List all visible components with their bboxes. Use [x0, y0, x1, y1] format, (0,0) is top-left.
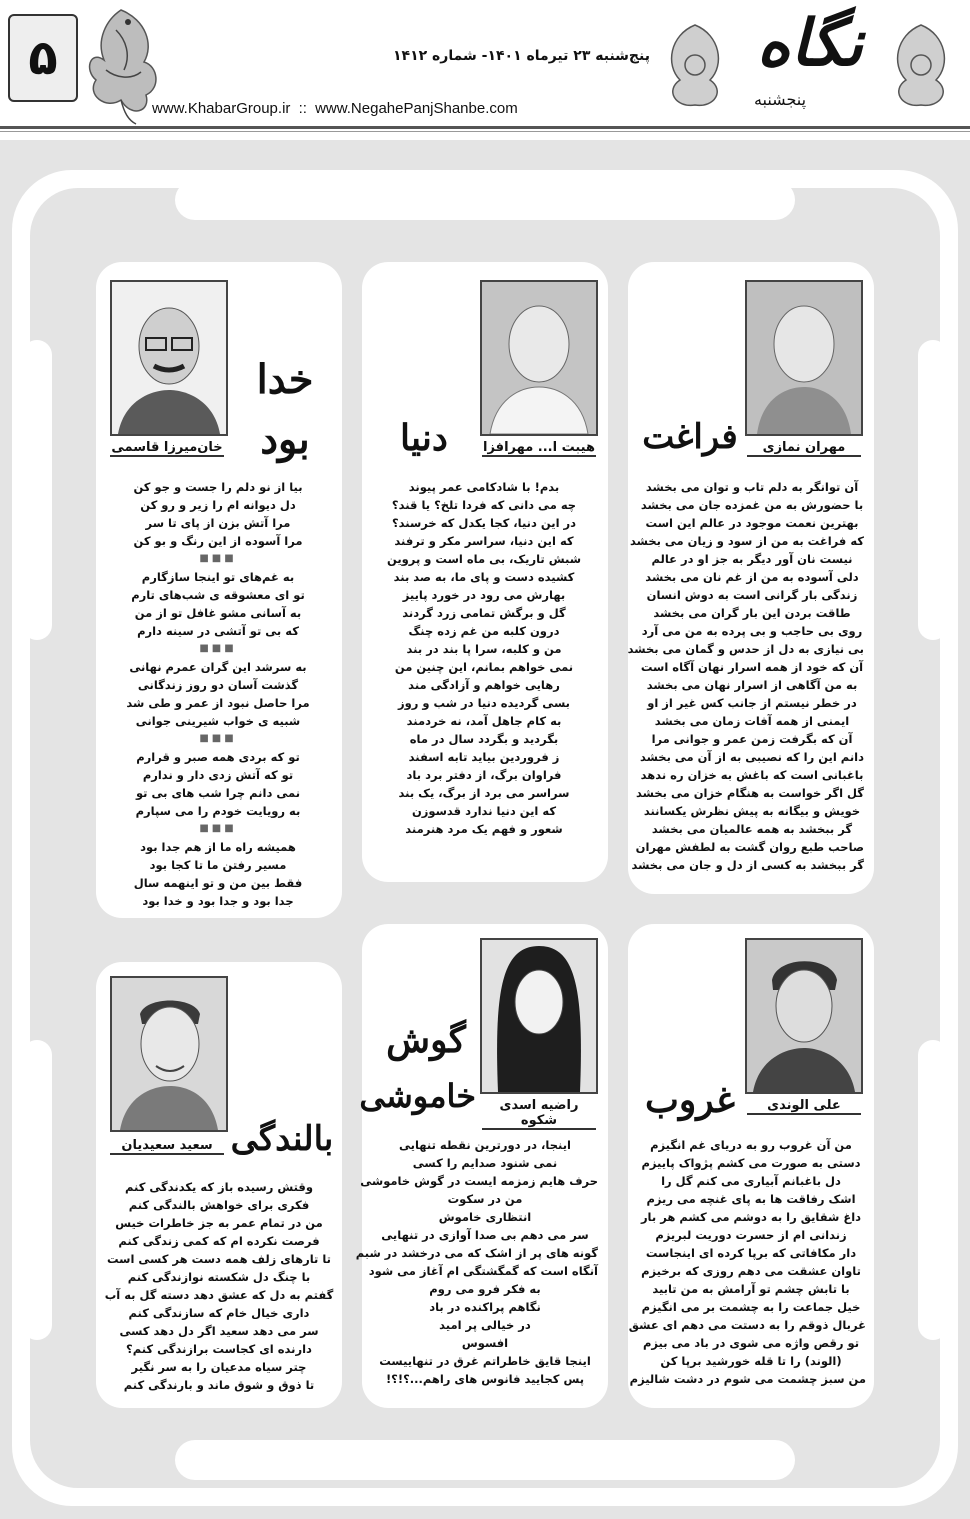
portrait-icon	[747, 940, 861, 1092]
poem-text-balandagi	[104, 1178, 334, 1394]
poem-line: نیست نان آور دیگر به جز او در عالم	[651, 552, 853, 566]
poem-title-balandagi: بالندگی	[230, 1119, 334, 1159]
poem-line: درون کلبه من غم زده چنگ	[408, 624, 560, 638]
poem-line: حرف هایم زمزمه ایست در گوش خاموشی	[360, 1174, 598, 1188]
poem-line: که بی تو آتشی در سینه دارم	[137, 624, 299, 638]
poem-line: تا تارهای زلف همه دست هر کسی است	[106, 1252, 331, 1266]
poem-line: سراسر می برد از برگ، یک بند	[398, 786, 570, 800]
ornament-right-icon	[886, 20, 956, 110]
poem-line: در خیالی پر امید	[439, 1318, 531, 1332]
poem-title-goosh-line1: گوش	[386, 1019, 466, 1061]
poem-line: نمی خواهم بمانم، این چنین من	[394, 660, 574, 674]
issue-dateline: پنج‌شنبه ۲۳ تیرماه ۱۴۰۱- شماره ۱۴۱۲	[392, 48, 650, 64]
poem-line: شعور و فهم یک مرد هنرمند	[405, 822, 563, 836]
author-name-mehran-namazi: مهران نمازی	[747, 440, 861, 457]
poem-title-donya: دنیا	[400, 417, 448, 459]
khabar-url[interactable]: www.KhabarGroup.ir	[152, 100, 291, 117]
poem-line: تو که آتش زدی دار و ندارم	[142, 768, 294, 782]
poem-line: ایمنی از همه آفات زمان می بخشد	[654, 714, 850, 728]
poem-line: انتظاری خاموش	[438, 1210, 532, 1224]
url-separator: ::	[298, 100, 307, 117]
poem-line: همیشه راه ما از هم جدا بود	[140, 840, 296, 854]
poem-line: گل اگر خواست به هنگام خزان می بخشد	[636, 786, 864, 800]
poem-line: بیا از نو دلم را جست و جو کن	[133, 480, 303, 494]
author-photo-ali-alvandi	[745, 938, 863, 1094]
poem-line: تا ذوق و شوق ماند و بارندگی کنم	[123, 1378, 315, 1392]
poem-title-khoda-line1: خدا	[256, 356, 314, 403]
poem-line: به من آگاهی از اسرار نهان می بخشد	[646, 678, 858, 692]
poem-line: مسیر رفتن ما تا کجا بود	[149, 858, 287, 872]
logo-subtitle: پنجشنبه	[753, 90, 807, 109]
poem-line: پس کجایید فانوس های راهم...؟!؟!	[385, 1372, 585, 1386]
poem-line: من در تمام عمر به جز خاطرات خیس	[115, 1216, 323, 1230]
poem-line: مرا آسوده از این رنگ و بو کن	[133, 534, 303, 548]
poem-text-donya	[372, 478, 596, 838]
poem-line: که فراغت به من از سود و زیان می بخشد	[629, 534, 864, 548]
stanza-separator: ■■■	[199, 823, 237, 834]
poem-line: که این دنیا ندارد قد‌سوزن	[411, 804, 557, 818]
page-header	[0, 0, 970, 140]
author-name-raziyeh-asadi: راضیه اسدی شکوه	[482, 1098, 596, 1130]
poem-line: اشک رفاقت ها به پای غنچه می ریزم	[646, 1192, 856, 1206]
poem-line: وقتش رسیده باز که یکدندگی کنم	[125, 1180, 313, 1194]
poem-line: بسی گردیده دنیا در شب و روز	[398, 696, 570, 710]
poem-line: شبیه ی خواب شیرینی جوانی	[135, 714, 301, 728]
logo-title: نگاه	[756, 6, 864, 81]
poem-line: به فکر فرو می روم	[429, 1282, 541, 1296]
poem-line: شبش تاریک، بی ماه است و پروین	[386, 552, 582, 566]
poem-line: تاوان عشقت می دهم روزی که برخیزم	[641, 1264, 861, 1278]
poem-line: من سبز چشمت می شوم در دشت شالیزم	[629, 1372, 866, 1386]
poem-line: من و کلبه، سرا پا بند در بند	[406, 642, 562, 656]
poem-line: نمی شنود صدایم را کسی	[412, 1156, 558, 1170]
author-name-khanmirza-ghasemi: خان‌میرزا قاسمی	[111, 440, 223, 455]
poem-text-khoda-bood	[106, 478, 330, 910]
poem-line: گونه های پر از اشک که می درخشد در شبم	[355, 1246, 598, 1260]
poem-line: به آسانی مشو غافل تو از من	[134, 606, 302, 620]
poem-line: غربال ذوقم را به دستت می دهم ای عشق	[628, 1318, 866, 1332]
poem-line: چتر سیاه مدعیان را به سر نگیر	[131, 1360, 307, 1374]
poem-line: تو رقص واژه می شوی در باد می بیزم	[642, 1336, 860, 1350]
header-rule-thin	[0, 131, 970, 132]
poem-line: اینجا، در دورترین نقطه تنهایی	[399, 1138, 571, 1152]
poem-line: به کام جاهل آمد، نه خردمند	[406, 714, 562, 728]
poem-line: صاحب طبع روان گشت به لطفش مهران	[635, 840, 864, 854]
poem-line: فکری برای خواهش بالندگی کنم	[128, 1198, 310, 1212]
poem-line: با چنگ دل شکسته نوازندگی کنم	[127, 1270, 311, 1284]
poem-line: گل و برگش تمامی زرد گردند	[402, 606, 566, 620]
poem-line: خیل جماعت را به چشمت بر می انگیزم	[641, 1300, 861, 1314]
poem-line: بهارش می رود در خورد پاییز	[402, 588, 566, 602]
poem-line: آن که خود از همه اسرار نهان آگاه است	[640, 660, 864, 674]
stanza-separator: ■■■	[199, 643, 237, 654]
author-photo-khanmirza-ghasemi	[110, 280, 228, 436]
poem-line: من آن غروب رو به دریای غم انگیزم	[650, 1138, 852, 1152]
page-number-box	[8, 14, 78, 102]
poem-line: جدا بود و جدا بود و خدا بود	[142, 894, 294, 908]
author-name-saeed-saeedian: سعید سعیدیان	[110, 1138, 224, 1155]
poem-line: طاقت بردن این بار گران می بخشد	[653, 606, 851, 620]
poem-line: آن که بگرفت زمن عمر و جوانی مرا	[651, 732, 853, 746]
author-photo-saeed-saeedian	[110, 976, 228, 1132]
poem-line: گر ببخشد به کسی از دل و جان می بخشد	[631, 858, 864, 872]
poem-line: به رویایت خودم را می سپارم	[135, 804, 301, 818]
poem-title-ghoroob: غروب	[645, 1079, 735, 1121]
stanza-separator: ■■■	[199, 553, 237, 564]
author-photo-heybatollah-mehrafza	[480, 280, 598, 436]
poem-line: تو ای معشوقه ی شب‌های تارم	[131, 588, 305, 602]
poem-line: دار مکافاتی که برپا کرده ای اینجاست	[645, 1246, 857, 1260]
portrait-icon	[482, 282, 596, 434]
poem-line: بدم! با شادکامی عمر پیوند	[408, 480, 560, 494]
poem-line: آنگاه است که گمگشتگی ام آغاز می شود	[368, 1264, 598, 1278]
poem-line: زندانی ام از حسرت دوریت لبریزم	[655, 1228, 847, 1242]
poem-line: داری خیال خام که سازندگی کنم	[128, 1306, 310, 1320]
poem-line: دارنده ای کجاست برازندگی کنم؟	[126, 1342, 312, 1356]
header-rule	[0, 126, 970, 129]
poem-line: تو که بردی همه صبر و قرارم	[136, 750, 300, 764]
poem-line: سر می دهم بی صدا آوازی در تنهایی	[381, 1228, 589, 1242]
poem-line: باغبانی است که باغش به خزان ره ندهد	[640, 768, 864, 782]
poem-line: دل دیوانه ام را زیر و رو کن	[140, 498, 296, 512]
poem-line: نمی دانم چرا شب های بی تو	[135, 786, 301, 800]
poem-line: (الوند) را تا قله خورشید برپا کن	[660, 1354, 842, 1368]
poem-line: چه می دانی که فردا تلخ؟ یا قند؟	[391, 498, 577, 512]
poem-line: به سرشد این گران عمرم نهانی	[129, 660, 307, 674]
poem-line: گر ببخشد به همه عالمیان می بخشد	[651, 822, 853, 836]
poem-title-khoda-line2: بود	[260, 416, 310, 463]
poem-line: بی نیازی به دل از حدس و گمان می بخشد	[627, 642, 864, 656]
poem-line: فراوان برگ، از دفتر برد باد	[406, 768, 562, 782]
masthead-logo	[660, 6, 960, 122]
portrait-icon	[112, 978, 226, 1130]
poem-line: نگاهم پراکنده در باد	[429, 1300, 541, 1314]
poem-line: بهترین نعمت موجود در عالم این است	[645, 516, 859, 530]
poem-title-faraghat: فراغت	[642, 417, 738, 457]
poem-line: با تابش چشم تو آرامش به من تابید	[652, 1282, 850, 1296]
poem-line: گذشت آسان دو روز زندگانی	[137, 678, 299, 692]
poem-line: گفتم به دل که عشق دهد دسته گل به آب	[104, 1288, 334, 1302]
poem-line: کشیده دست و پای ما، به صد بند	[393, 570, 575, 584]
author-photo-raziyeh-asadi	[480, 938, 598, 1094]
poem-line: مرا آتش بزن از پای تا سر	[145, 516, 291, 530]
poem-text-faraghat	[627, 478, 864, 874]
poem-line: که این دنیا، سراسر مکر و ترفند	[394, 534, 574, 548]
poem-line: دل باغبانم آبیاری می کنم گل را	[661, 1174, 841, 1188]
poem-line: فرصت نکرده ام که کمی زندگی کنم	[118, 1234, 320, 1248]
poem-line: سر می دهد سعید اگر دل دهد کسی	[119, 1324, 319, 1338]
portrait-icon	[747, 282, 861, 434]
poem-line: روی بی حاجب و بی پرده به من می آرد	[641, 624, 863, 638]
author-name-ali-alvandi: علی الوندی	[747, 1098, 861, 1115]
poem-line: مرا حاصل نبود از عمر و طی شد	[126, 696, 310, 710]
poem-line: دانم این را که نصیبی به از آن می بخشد	[639, 750, 864, 764]
poem-line: به غم‌های تو اینجا سازگارم	[141, 570, 295, 584]
poem-line: دلی آسوده به من از غم نان می بخشد	[645, 570, 859, 584]
poem-line: فقط بین من و تو اینهمه سال	[133, 876, 303, 890]
poem-line: خویش و بیگانه به پیش نظرش یکسانند	[643, 804, 861, 818]
author-name-heybatollah-mehrafza: هیبت ا... مهرافزا	[483, 440, 595, 455]
poem-title-goosh-line2: خاموشی	[359, 1077, 476, 1115]
poem-line: دستی به صورت می کشم پژواک پاییزم	[641, 1156, 861, 1170]
author-photo-mehran-namazi	[745, 280, 863, 436]
page-number: ۵	[28, 30, 58, 86]
poem-line: افسوس	[461, 1336, 509, 1350]
poem-line: ز فروردین بیاید تابه اسفند	[408, 750, 560, 764]
poem-line: زندگی بار گرانی است به دوش انسان	[646, 588, 858, 602]
portrait-icon	[482, 940, 596, 1092]
poem-line: بگردید و بگردد سال در ماه	[409, 732, 559, 746]
poem-text-ghoroob	[628, 1136, 866, 1388]
poem-line: آن توانگر به دلم تاب و توان می بخشد	[645, 480, 859, 494]
stanza-separator: ■■■	[199, 733, 237, 744]
poem-line: در خطر نیستم از جانب کس غیر از او	[647, 696, 857, 710]
ornament-left-icon	[660, 20, 730, 110]
poem-line: رهایی خواهم و آزادگی مند	[408, 678, 560, 692]
portrait-icon	[112, 282, 226, 434]
poem-line: اینجا قایق خاطراتم غرق در تنهاییست	[379, 1354, 591, 1368]
poem-line: در این دنیا، کجا یکدل که خرسند؟	[391, 516, 577, 530]
poem-line: داغ شقایق را به دوشم می کشم هر بار	[640, 1210, 862, 1224]
website-urls	[150, 100, 520, 117]
negah-url[interactable]: www.NegahePanjShanbe.com	[315, 100, 518, 117]
poem-line: با حضورش به من غمزده جان می بخشد	[640, 498, 864, 512]
poem-line: من در سکوت	[447, 1192, 523, 1206]
poem-text-goosh-khamooshi	[355, 1136, 598, 1388]
